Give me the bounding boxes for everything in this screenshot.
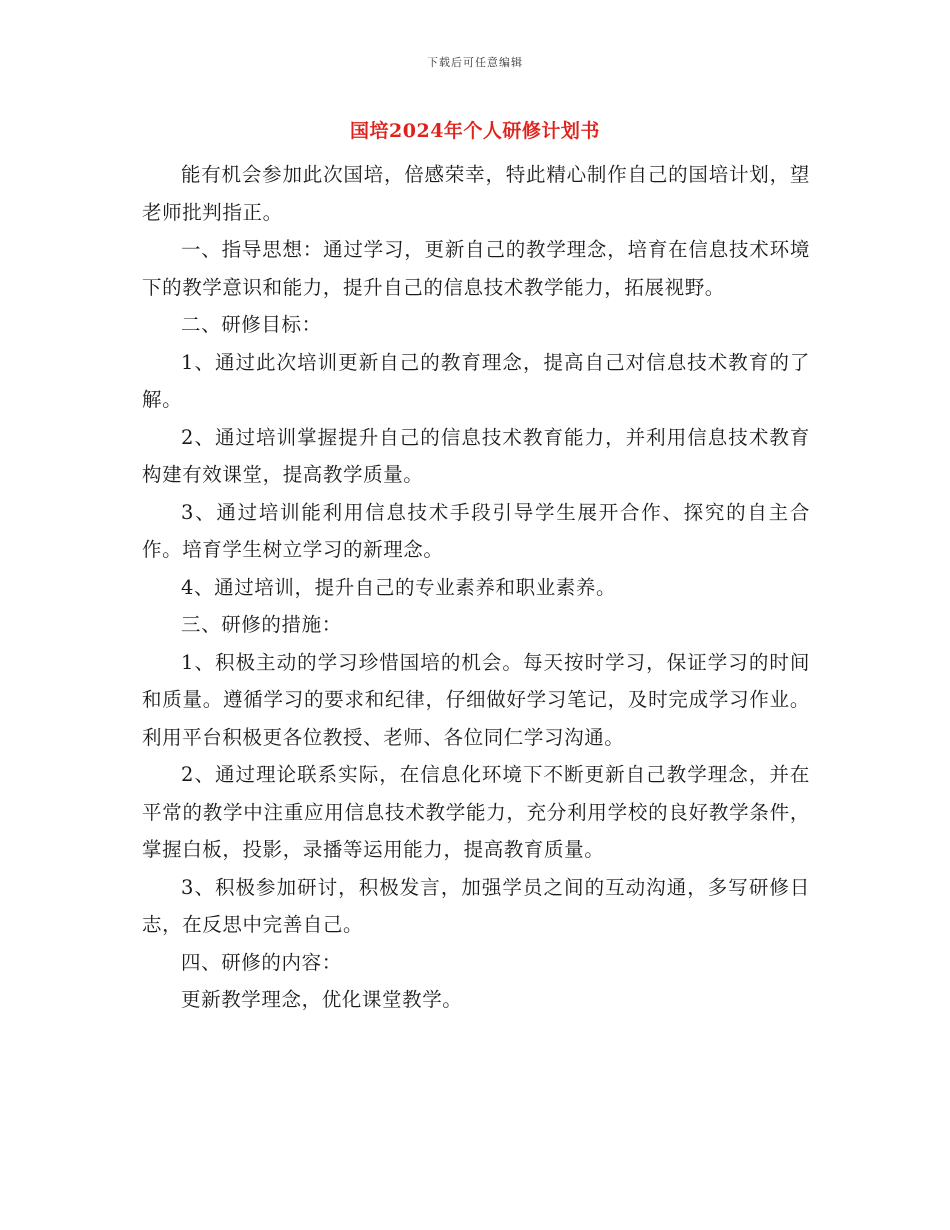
paragraph-measure-3: 3、积极参加研讨，积极发言，加强学员之间的互动沟通，多写研修日志，在反思中完善自己。 [142, 875, 810, 936]
document-body [142, 156, 810, 1019]
paragraph-goal-1: 1、通过此次培训更新自己的教育理念，提高自己对信息技术教育的了解。 [142, 350, 810, 411]
header-note: 下载后可任意编辑 [427, 56, 523, 69]
paragraph-intro: 能有机会参加此次国培，倍感荣幸，特此精心制作自己的国培计划，望老师批判指正。 [142, 163, 810, 224]
paragraph-goal-3: 3、通过培训能利用信息技术手段引导学生展开合作、探究的自主合作。培育学生树立学习的新理念。 [142, 500, 810, 561]
paragraph-guiding-idea: 一、指导思想：通过学习，更新自己的教学理念，培育在信息技术环境下的教学意识和能力，提升自己的信息技术教学能力，拓展视野。 [142, 238, 810, 299]
section-heading-goals: 二、研修目标： [181, 313, 322, 336]
paragraph-goal-4: 4、通过培训，提升自己的专业素养和职业素养。 [181, 575, 617, 599]
paragraph-measure-1: 1、积极主动的学习珍惜国培的机会。每天按时学习，保证学习的时间和质量。遵循学习的要求和纪律，仔细做好学习笔记，及时完成学习作业。利用平台积极更各位教授、老师、各位同仁学习沟通。 [142, 650, 810, 749]
paragraph-goal-2: 2、通过培训掌握提升自己的信息技术教育能力，并利用信息技术教育构建有效课堂，提高教学质量。 [142, 425, 810, 486]
document-title: 国培2024年个人研修计划书 [350, 120, 600, 142]
section-heading-measures: 三、研修的措施： [181, 613, 342, 636]
paragraph-measure-2: 2、通过理论联系实际，在信息化环境下不断更新自己教学理念，并在平常的教学中注重应用信息技术教学能力，充分利用学校的良好教学条件，掌握白板，投影，录播等运用能力，提高教育质量。 [142, 763, 810, 861]
paragraph-content: 更新教学理念，优化课堂教学。 [181, 988, 463, 1011]
section-heading-content: 四、研修的内容： [181, 950, 342, 974]
